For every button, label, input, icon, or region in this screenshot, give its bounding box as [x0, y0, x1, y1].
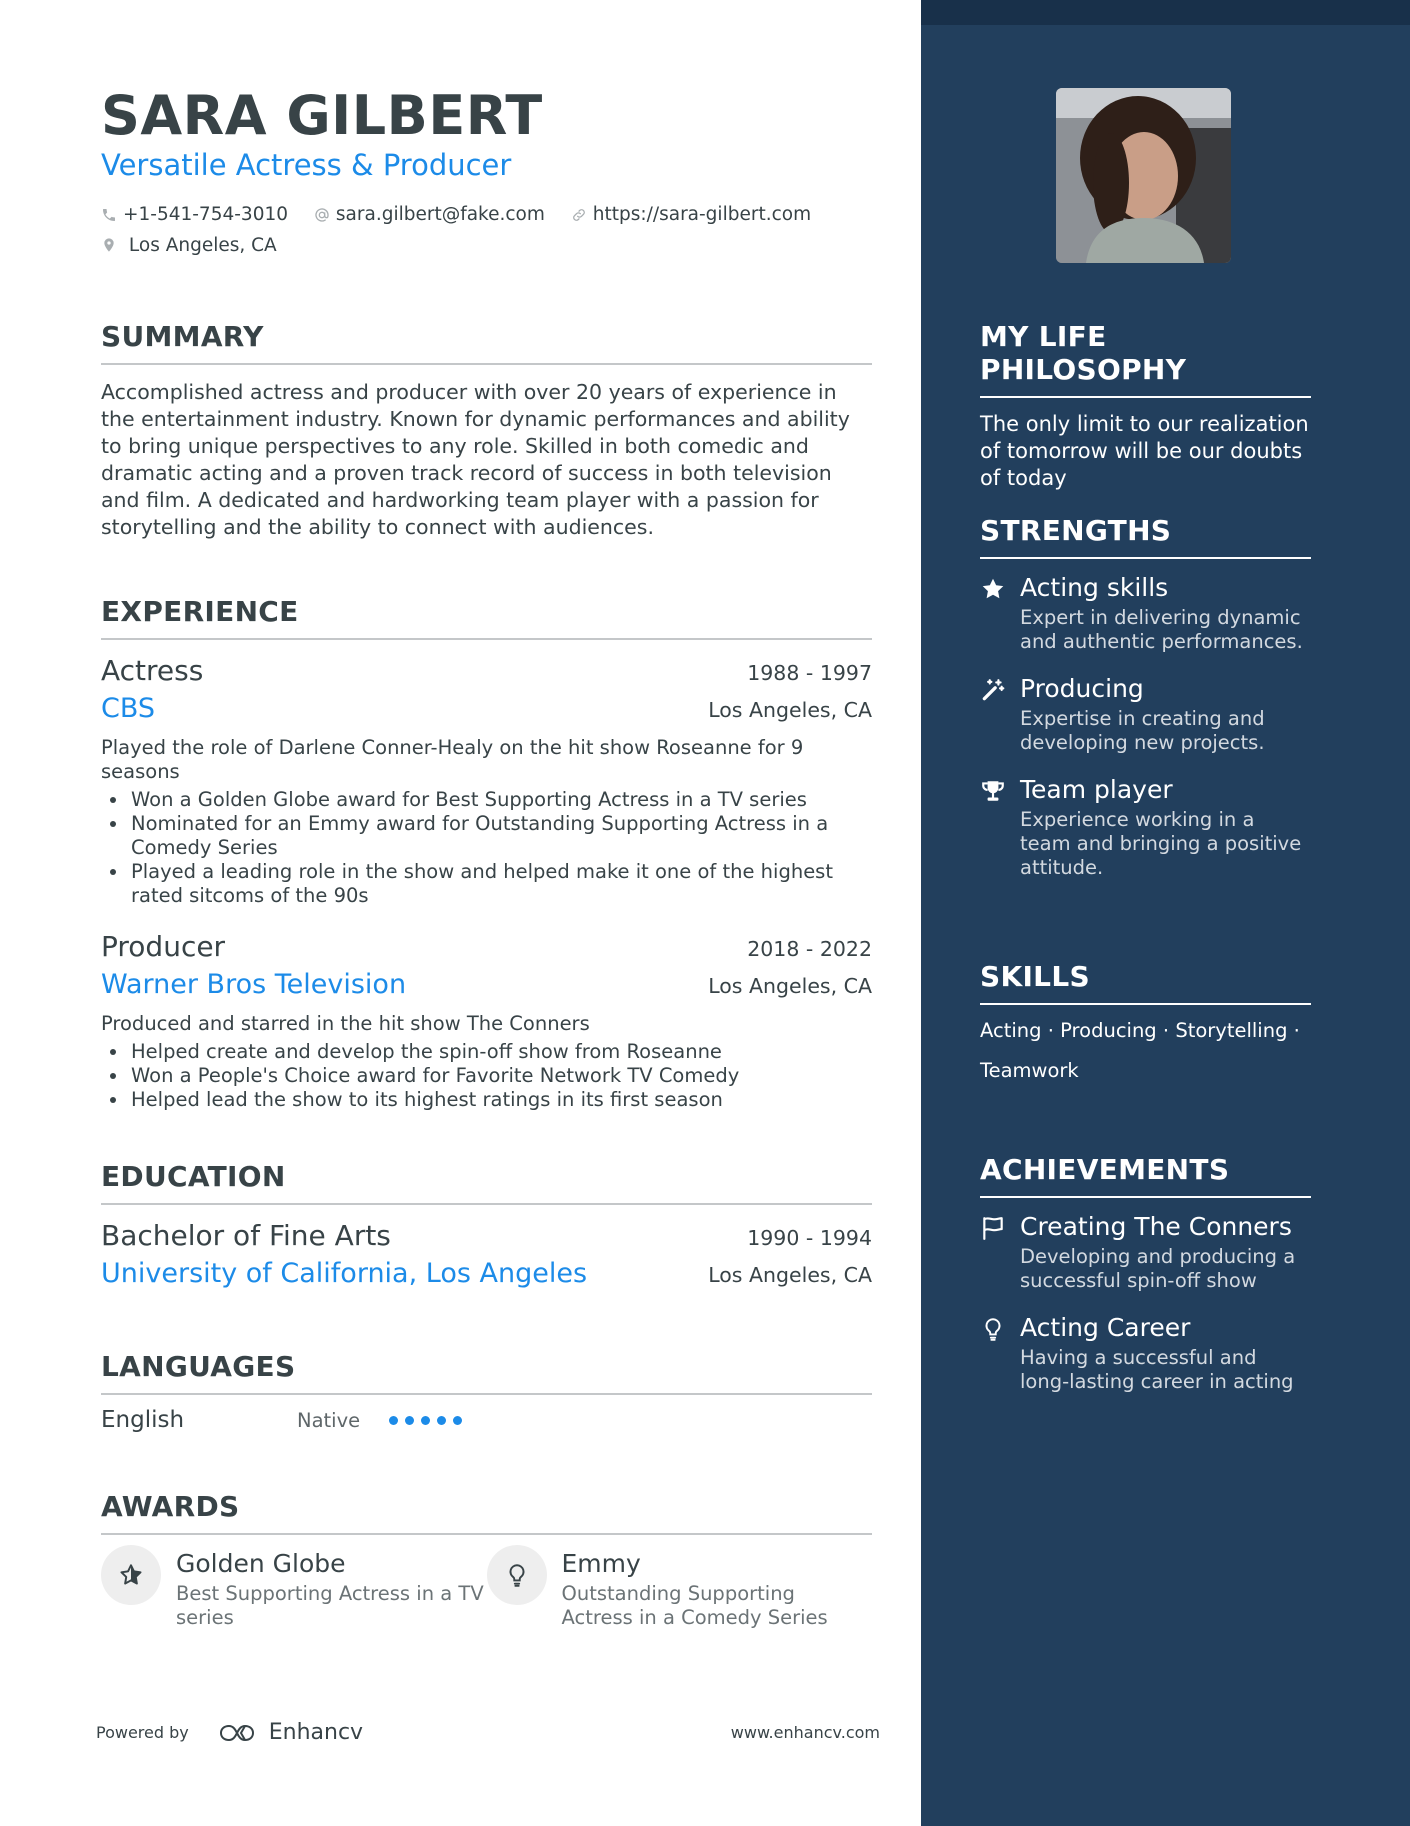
strength-item [980, 775, 1311, 880]
portrait-image [1056, 88, 1231, 263]
strength-description: Expertise in creating and developing new projects. [1020, 707, 1265, 754]
job-description: Played the role of Darlene Conner-Healy on the hit show Roseanne for 9 seasons [101, 736, 804, 783]
award-icon-badge [101, 1545, 161, 1605]
skill-tag: Storytelling [1175, 1019, 1288, 1042]
list-item: • Won a People's Choice award for Favorite Network TV Comedy [129, 1064, 872, 1088]
experience-section [101, 595, 872, 1112]
school: University of California, Los Angeles [101, 1258, 588, 1289]
rating-dot [389, 1416, 398, 1425]
strengths-section [980, 514, 1311, 880]
enhancv-logo[interactable] [215, 1720, 363, 1745]
contact-email[interactable] [314, 201, 545, 229]
section-divider [980, 1003, 1311, 1005]
strength-item [980, 573, 1311, 654]
achievements-section [980, 1153, 1311, 1394]
rating-dot [421, 1416, 430, 1425]
contact-website[interactable] [571, 201, 811, 229]
rating-dot [437, 1416, 446, 1425]
job-dates: 2018 - 2022 [747, 937, 872, 961]
philosophy-heading: MY LIFE PHILOSOPHY [980, 320, 1187, 386]
sidebar [921, 0, 1410, 1826]
rating-dot [405, 1416, 414, 1425]
languages-heading: LANGUAGES [101, 1350, 296, 1383]
star-icon [118, 1562, 144, 1588]
achievement-title: Acting Career [1020, 1313, 1191, 1342]
section-divider [980, 1196, 1311, 1198]
award-item [487, 1545, 873, 1630]
list-item: • Won a Golden Globe award for Best Supporting Actress in a TV series [129, 788, 872, 812]
award-icon-badge [487, 1545, 547, 1605]
skills-section [980, 960, 1311, 1091]
contact-info [101, 201, 872, 260]
strength-title: Acting skills [1020, 573, 1169, 602]
section-divider [980, 557, 1311, 559]
award-description: Outstanding Supporting Actress in a Comedy Series [561, 1582, 828, 1629]
achievement-title: Creating The Conners [1020, 1212, 1292, 1241]
achievement-description: Having a successful and long-lasting career in acting [1020, 1346, 1294, 1393]
rating-dot [453, 1416, 462, 1425]
awards-section [101, 1490, 872, 1630]
list-item: • Helped lead the show to its highest ratings in its first season [129, 1088, 872, 1112]
phone-icon [101, 207, 117, 223]
award-title: Emmy [561, 1549, 641, 1578]
job-description: Produced and starred in the hit show The Conners [101, 1012, 590, 1035]
job-dates: 1988 - 1997 [747, 661, 872, 685]
award-title: Golden Globe [176, 1549, 346, 1578]
strength-title: Producing [1020, 674, 1144, 703]
phone-text: +1-541-754-3010 [123, 204, 289, 225]
languages-section [101, 1350, 872, 1433]
job-bullets [101, 1040, 872, 1112]
enhancv-logo-icon [215, 1721, 259, 1745]
experience-heading: EXPERIENCE [101, 595, 299, 628]
award-item [101, 1545, 487, 1630]
skills-list: Acting · Producing · Storytelling · Teamwork [980, 1019, 1300, 1082]
awards-list [101, 1545, 872, 1630]
skills-heading: SKILLS [980, 960, 1090, 993]
section-divider [101, 1203, 872, 1205]
education-dates: 1990 - 1994 [747, 1226, 872, 1250]
section-divider [101, 1393, 872, 1395]
education-location: Los Angeles, CA [708, 1263, 872, 1287]
summary-section [101, 320, 872, 541]
list-item: • Helped create and develop the spin-off show from Roseanne [129, 1040, 872, 1064]
language-level: Native [297, 1408, 361, 1432]
job-location: Los Angeles, CA [708, 974, 872, 998]
sidebar-top-bar [921, 0, 1410, 25]
skill-tag: Acting [980, 1019, 1042, 1042]
magic-wand-icon [980, 677, 1006, 703]
trophy-icon [980, 778, 1006, 804]
achievement-description: Developing and producing a successful spin-off show [1020, 1245, 1296, 1292]
section-divider [101, 363, 872, 365]
powered-by-text: Powered by [96, 1723, 189, 1742]
education-section [101, 1160, 872, 1289]
strength-description: Expert in delivering dynamic and authentic performances. [1020, 606, 1303, 653]
language-rating [389, 1416, 462, 1425]
contact-location [101, 232, 852, 260]
contact-phone[interactable] [101, 201, 288, 229]
awards-heading: AWARDS [101, 1490, 240, 1523]
language-row [101, 1407, 872, 1433]
job-title: Actress [101, 654, 204, 687]
list-item: • Nominated for an Emmy award for Outstanding Supporting Actress in a Comedy Series [129, 812, 872, 860]
list-item: • Played a leading role in the show and helped make it one of the highest rated sitcoms of the 90s [129, 860, 872, 908]
strengths-heading: STRENGTHS [980, 514, 1172, 547]
strength-title: Team player [1020, 775, 1173, 804]
philosophy-text: The only limit to our realization of tomorrow will be our doubts of today [980, 412, 1309, 490]
job-entry [101, 930, 872, 1112]
philosophy-section [980, 320, 1311, 492]
achievement-item [980, 1212, 1311, 1293]
section-divider [101, 1533, 872, 1535]
brand-name: Enhancv [268, 1720, 364, 1745]
section-divider [101, 638, 872, 640]
email-text: sara.gilbert@fake.com [335, 204, 545, 225]
summary-heading: SUMMARY [101, 320, 264, 353]
lightbulb-icon [980, 1316, 1006, 1342]
job-title: Producer [101, 930, 226, 963]
award-description: Best Supporting Actress in a TV series [176, 1582, 484, 1629]
strength-description: Experience working in a team and bringing a positive attitude. [1020, 808, 1302, 879]
lightbulb-icon [504, 1562, 530, 1588]
language-name: English [101, 1407, 185, 1433]
at-icon [314, 207, 330, 223]
candidate-name: SARA GILBERT [101, 84, 543, 147]
education-heading: EDUCATION [101, 1160, 286, 1193]
degree: Bachelor of Fine Arts [101, 1219, 391, 1252]
skill-tag: Teamwork [980, 1059, 1079, 1082]
section-divider [980, 396, 1311, 398]
job-company: CBS [101, 693, 156, 724]
candidate-title: Versatile Actress & Producer [101, 148, 512, 182]
flag-icon [980, 1215, 1006, 1241]
achievement-item [980, 1313, 1311, 1394]
location-pin-icon [101, 237, 117, 253]
skill-tag: Producing [1060, 1019, 1157, 1042]
location-text: Los Angeles, CA [128, 235, 277, 256]
website-text: https://sara-gilbert.com [592, 204, 812, 225]
link-icon [571, 207, 587, 223]
achievements-heading: ACHIEVEMENTS [980, 1153, 1230, 1186]
star-icon [980, 576, 1006, 602]
job-company: Warner Bros Television [101, 969, 407, 1000]
education-entry [101, 1219, 872, 1289]
strength-item [980, 674, 1311, 755]
job-entry [101, 654, 872, 908]
job-location: Los Angeles, CA [708, 698, 872, 722]
job-bullets [101, 788, 872, 908]
footer-url[interactable]: www.enhancv.com [730, 1723, 880, 1742]
footer [96, 1720, 880, 1745]
summary-text: Accomplished actress and producer with over 20 years of experience in the entertainment industry. Known for dynamic performances and ability to bring unique perspectives to any role. Skilled in both comedic and dramatic acting and a proven track record of success in both television and film. A dedicated and hardworking team player with a passion for storytelling and the ability to connect with audiences. [101, 380, 850, 539]
profile-photo [1056, 88, 1231, 263]
